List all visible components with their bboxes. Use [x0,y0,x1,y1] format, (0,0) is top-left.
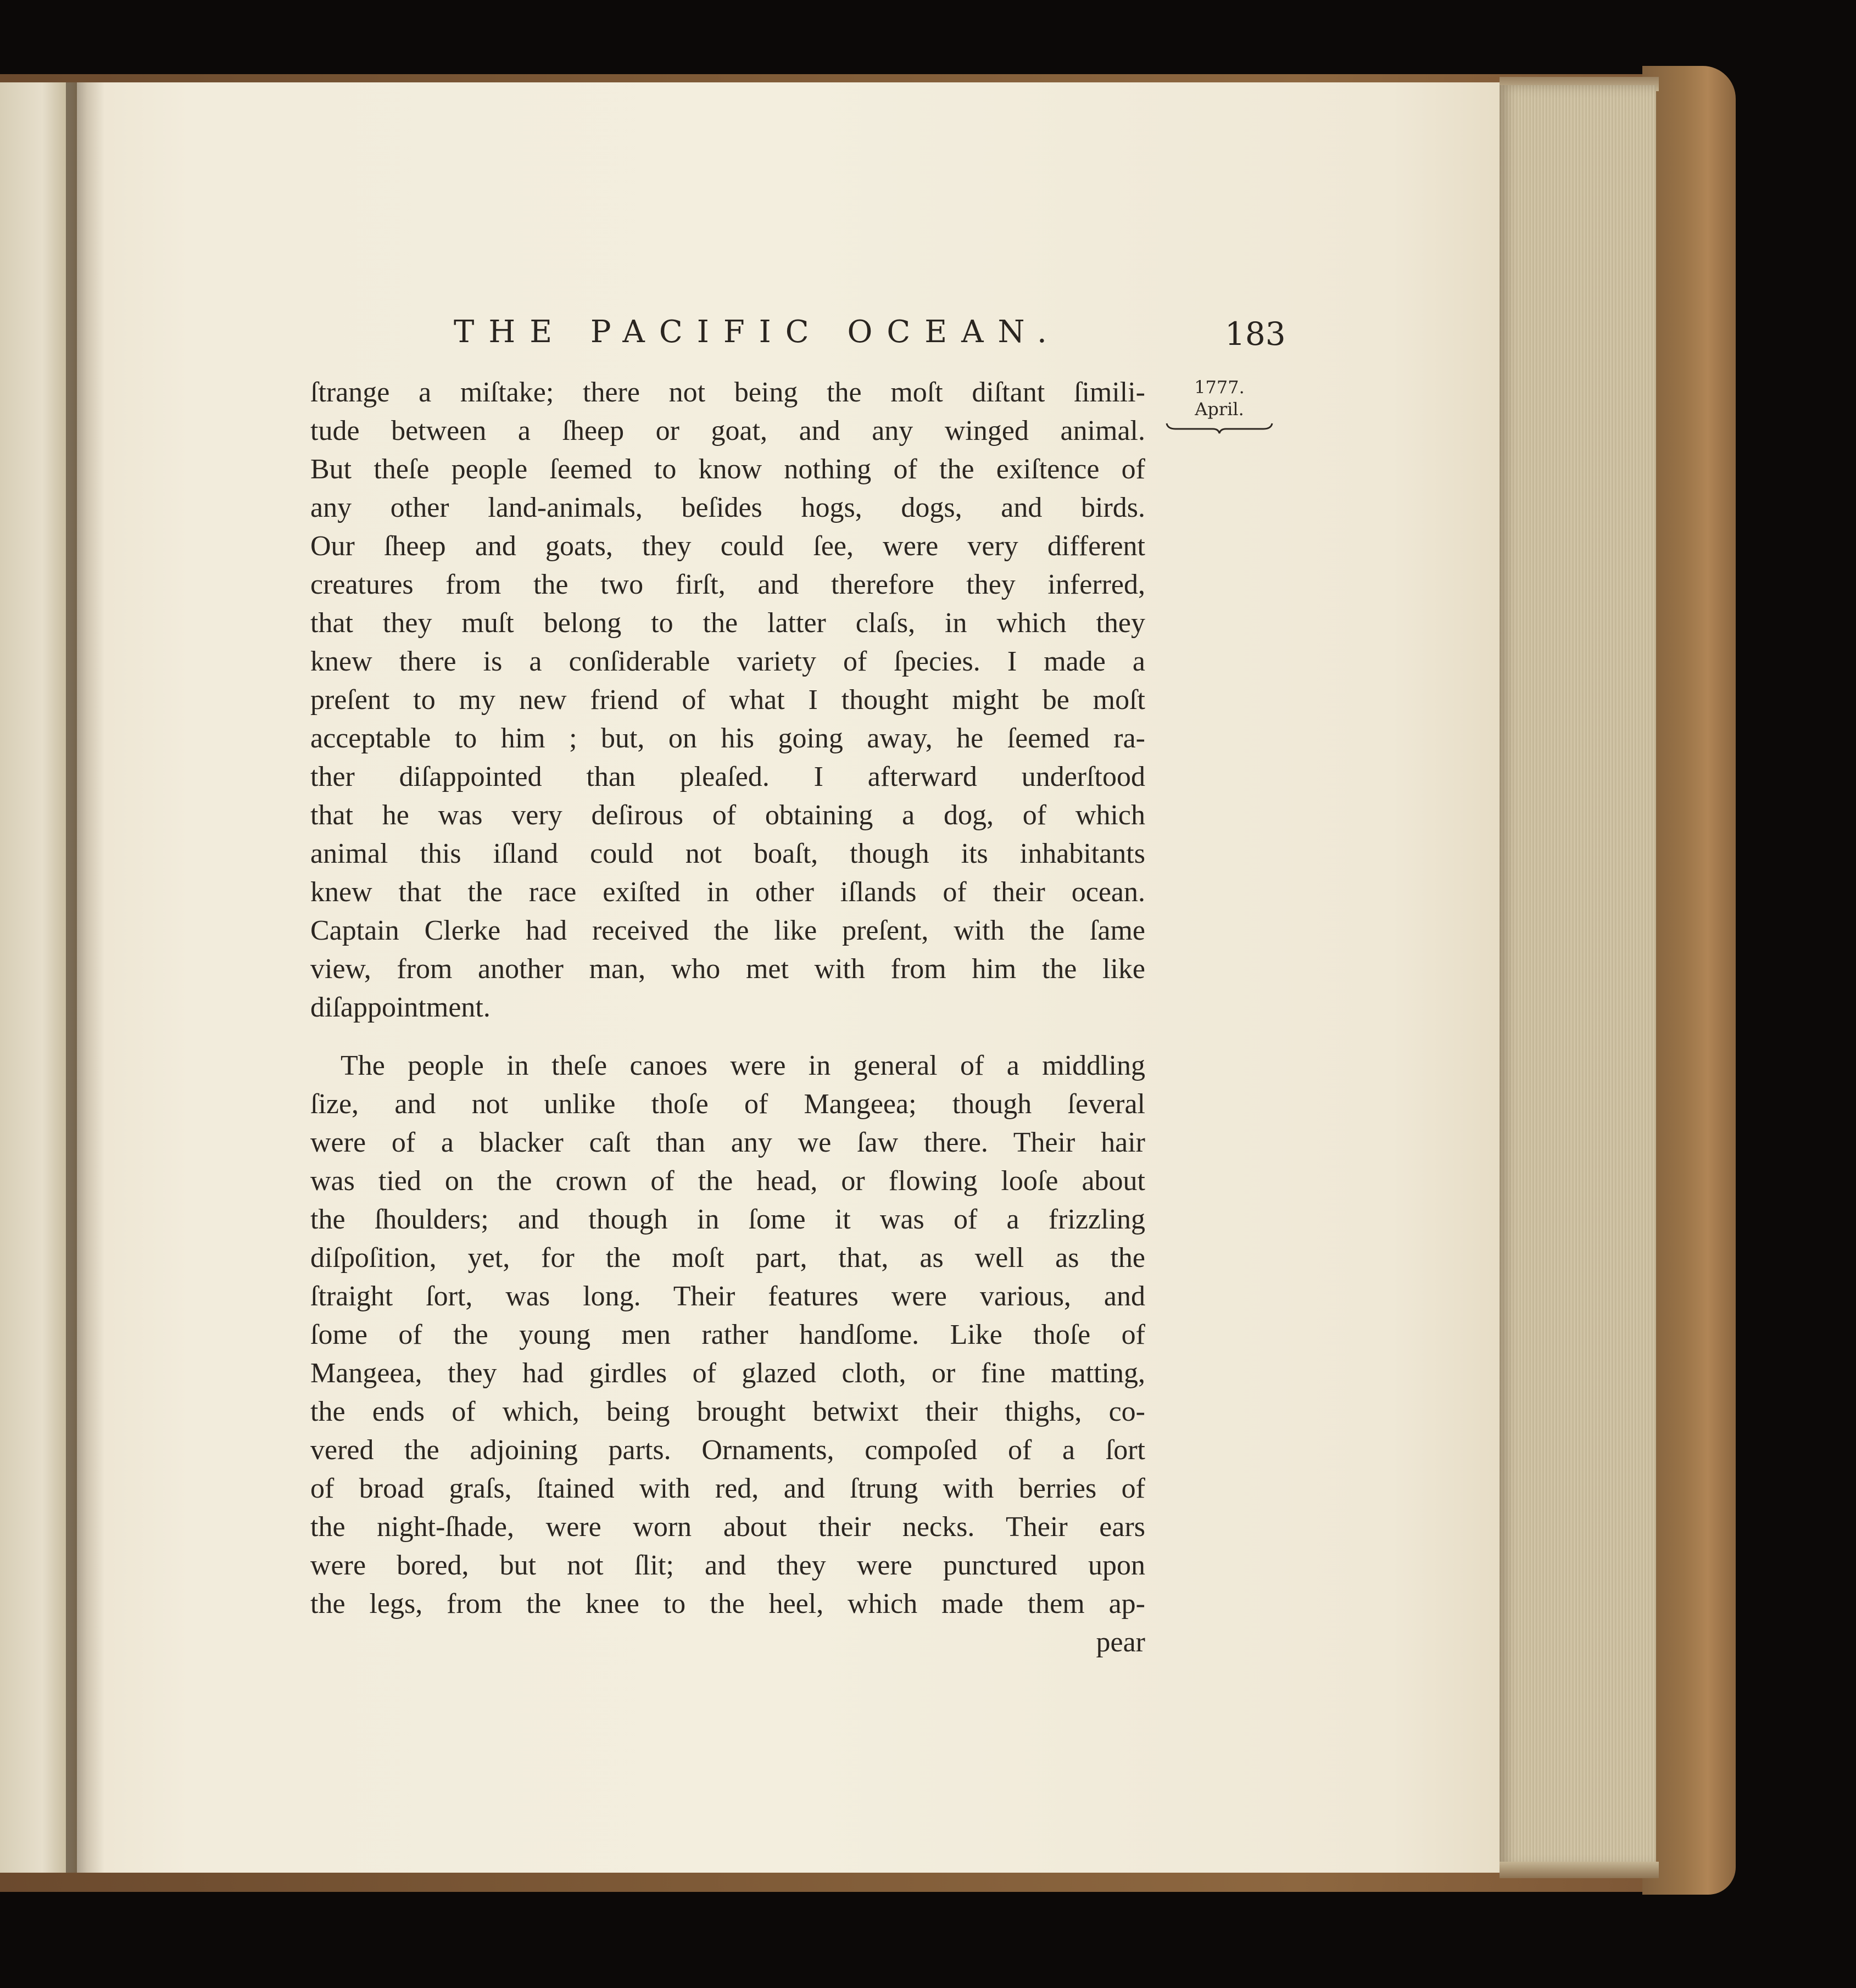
text-line: ſtrange a miſtake; there not being the moſt diſtant ſimili- [310,377,1145,408]
text-line: were bored, but not ſlit; and they were punctured upon [310,1550,1145,1581]
paragraph-gap [310,1027,1145,1047]
text-line: the night-ſhade, were worn about their necks. Their ears [310,1511,1145,1543]
margin-month: April. [1195,399,1244,420]
text-line: the legs, from the knee to the heel, which made them ap- [310,1588,1145,1620]
text-line: tude between a ſheep or goat, and any winged animal. [310,415,1145,446]
text-line: But theſe people ſeemed to know nothing of the exiſtence of [310,454,1145,485]
page-number: 183 [1225,315,1286,353]
text-line: ſtraight ſort, was long. Their features were various, and [310,1281,1145,1312]
margin-brace-icon [1164,421,1274,434]
text-line: the ends of which, being brought betwixt their thighs, co- [310,1396,1145,1427]
text-line: Captain Clerke had received the like preſent, with the ſame [310,915,1145,946]
text-line: preſent to my new friend of what I thought might be moſt [310,684,1145,716]
text-line: any other land-animals, beſides hogs, dogs, and birds. [310,492,1145,523]
text-line: ſize, and not unlike thoſe of Mangeea; though ſeveral [310,1088,1145,1120]
text-line: The people in theſe canoes were in general of a middling [341,1050,1145,1081]
text-line: ſome of the young men rather handſome. Like thoſe of [310,1319,1145,1350]
text-line: vered the adjoining parts. Ornaments, compoſed of a ſort [310,1434,1145,1466]
margin-year: 1777. [1194,377,1245,398]
text-line: diſpoſition, yet, for the moſt part, that, as well as the [310,1242,1145,1274]
text-line: creatures from the two firſt, and therefore they inferred, [310,569,1145,600]
text-line: knew there is a conſiderable variety of ſpecies. I made a [310,646,1145,677]
text-line: of broad graſs, ſtained with red, and ſtrung with berries of [310,1473,1145,1504]
text-line: Our ſheep and goats, they could ſee, were very different [310,530,1145,562]
text-line: were of a blacker caſt than any we ſaw there. Their hair [310,1127,1145,1158]
text-line: acceptable to him ; but, on his going away, he ſeemed ra- [310,723,1145,754]
margin-date-note [1164,376,1274,448]
text-line: that they muſt belong to the latter claſs, in which they [310,607,1145,639]
text-line: the ſhoulders; and though in ſome it was of a frizzling [310,1204,1145,1235]
text-line: that he was very deſirous of obtaining a dog, of which [310,800,1145,831]
running-head: THE PACIFIC OCEAN. [454,314,1061,350]
text-line: animal this iſland could not boaſt, though its inhabitants [310,838,1145,869]
text-line: diſappointment. [310,992,491,1023]
text-line: was tied on the crown of the head, or flowing looſe about [310,1165,1145,1197]
text-line: knew that the race exiſted in other iſlands of their ocean. [310,876,1145,908]
text-line: ther diſappointed than pleaſed. I afterward underſtood [310,761,1145,792]
catchword: pear [1096,1627,1145,1658]
body-text [310,373,1145,1662]
text-line: Mangeea, they had girdles of glazed cloth, or fine matting, [310,1358,1145,1389]
text-line: view, from another man, who met with from him the like [310,953,1145,985]
